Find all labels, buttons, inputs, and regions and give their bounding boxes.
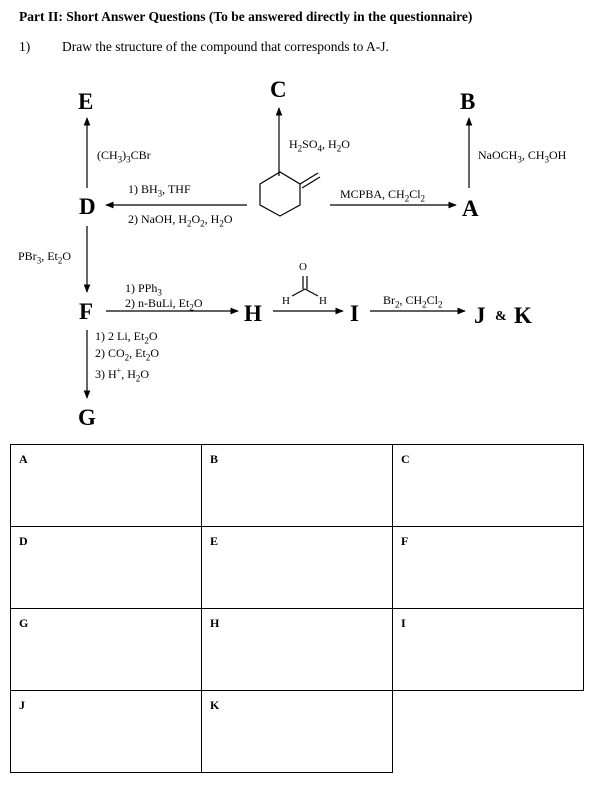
reagent-to-c: $H_2SO_4$, $H_2O$ xyxy=(289,137,350,154)
empty-cell xyxy=(393,691,584,773)
reagent-to-jk: $Br_2$, $CH_2Cl_2$ xyxy=(383,293,443,310)
question-text: Draw the structure of the compound that corresponds to A-J. xyxy=(62,39,389,54)
answer-box-e[interactable] xyxy=(202,527,393,609)
compound-a: A xyxy=(462,196,479,221)
reagent-to-e: $(CH_3)_3CBr$ xyxy=(97,148,151,165)
compound-i: I xyxy=(350,301,359,326)
reagent-to-h-2: 2) n-BuLi, $Et_2O$ xyxy=(125,296,203,313)
answer-box-i[interactable] xyxy=(393,609,584,691)
answer-label: H xyxy=(210,616,220,630)
reagent-to-g-3: 3) H+, $H_2O$ xyxy=(95,366,150,384)
answer-box-f[interactable] xyxy=(393,527,584,609)
aldehyde-h-right: H xyxy=(319,295,327,307)
answer-box-b[interactable] xyxy=(202,445,393,527)
ampersand: & xyxy=(495,309,507,324)
answer-box-d[interactable] xyxy=(11,527,202,609)
answer-row xyxy=(11,445,584,527)
answer-label: A xyxy=(19,452,28,466)
compound-h: H xyxy=(244,301,262,326)
cyclohexane-ring xyxy=(260,172,300,216)
compound-g: G xyxy=(78,405,96,430)
answer-label: B xyxy=(210,452,219,466)
question-number: 1) xyxy=(19,39,31,54)
answer-label: E xyxy=(210,534,219,548)
exocyclic-double-bond-1 xyxy=(300,173,318,184)
reagent-to-h-1: 1) PPh$_3$ xyxy=(125,281,162,298)
answer-box-j[interactable] xyxy=(11,691,202,773)
compound-b: B xyxy=(460,89,476,114)
answer-label: G xyxy=(19,616,29,630)
answer-grid xyxy=(10,444,584,773)
reagent-to-g-2: 2) $CO_2$, $Et_2O$ xyxy=(95,346,160,363)
aldehyde-h-left: H xyxy=(282,295,290,307)
answer-label: K xyxy=(210,698,220,712)
compound-j: J xyxy=(474,303,486,328)
aldehyde-bond-left xyxy=(292,289,305,296)
answer-box-g[interactable] xyxy=(11,609,202,691)
aldehyde-oxygen: O xyxy=(299,261,307,273)
reagent-to-a: MCPBA, $CH_2Cl_2$ xyxy=(340,187,426,204)
answer-box-a[interactable] xyxy=(11,445,202,527)
exocyclic-double-bond-2 xyxy=(302,177,320,188)
compound-k: K xyxy=(514,303,532,328)
answer-row xyxy=(11,691,584,773)
reagent-to-b: NaOCH$_3$, $CH_3OH$ xyxy=(478,148,567,165)
answer-label: C xyxy=(401,452,410,466)
section-title: Part II: Short Answer Questions (To be answered directly in the questionnaire) xyxy=(19,9,473,24)
reagent-to-g-1: 1) 2 Li, $Et_2O$ xyxy=(95,329,158,346)
reagent-to-d-2: 2) NaOH, $H_2O_2$, $H_2O$ xyxy=(128,212,233,229)
reagent-to-f: PBr$_3$, $Et_2O$ xyxy=(18,249,72,266)
answer-row xyxy=(11,527,584,609)
aldehyde-bond-right xyxy=(305,289,318,296)
answer-label: I xyxy=(401,616,406,630)
compound-e: E xyxy=(78,89,94,114)
answer-label: F xyxy=(401,534,409,548)
answer-box-c[interactable] xyxy=(393,445,584,527)
answer-label: D xyxy=(19,534,28,548)
compound-f: F xyxy=(79,299,94,324)
answer-box-h[interactable] xyxy=(202,609,393,691)
compound-c: C xyxy=(270,77,287,102)
compound-d: D xyxy=(79,194,96,219)
answer-label: J xyxy=(19,698,25,712)
answer-row xyxy=(11,609,584,691)
answer-box-k[interactable] xyxy=(202,691,393,773)
reagent-to-d-1: 1) $BH_3$, THF xyxy=(128,182,191,199)
